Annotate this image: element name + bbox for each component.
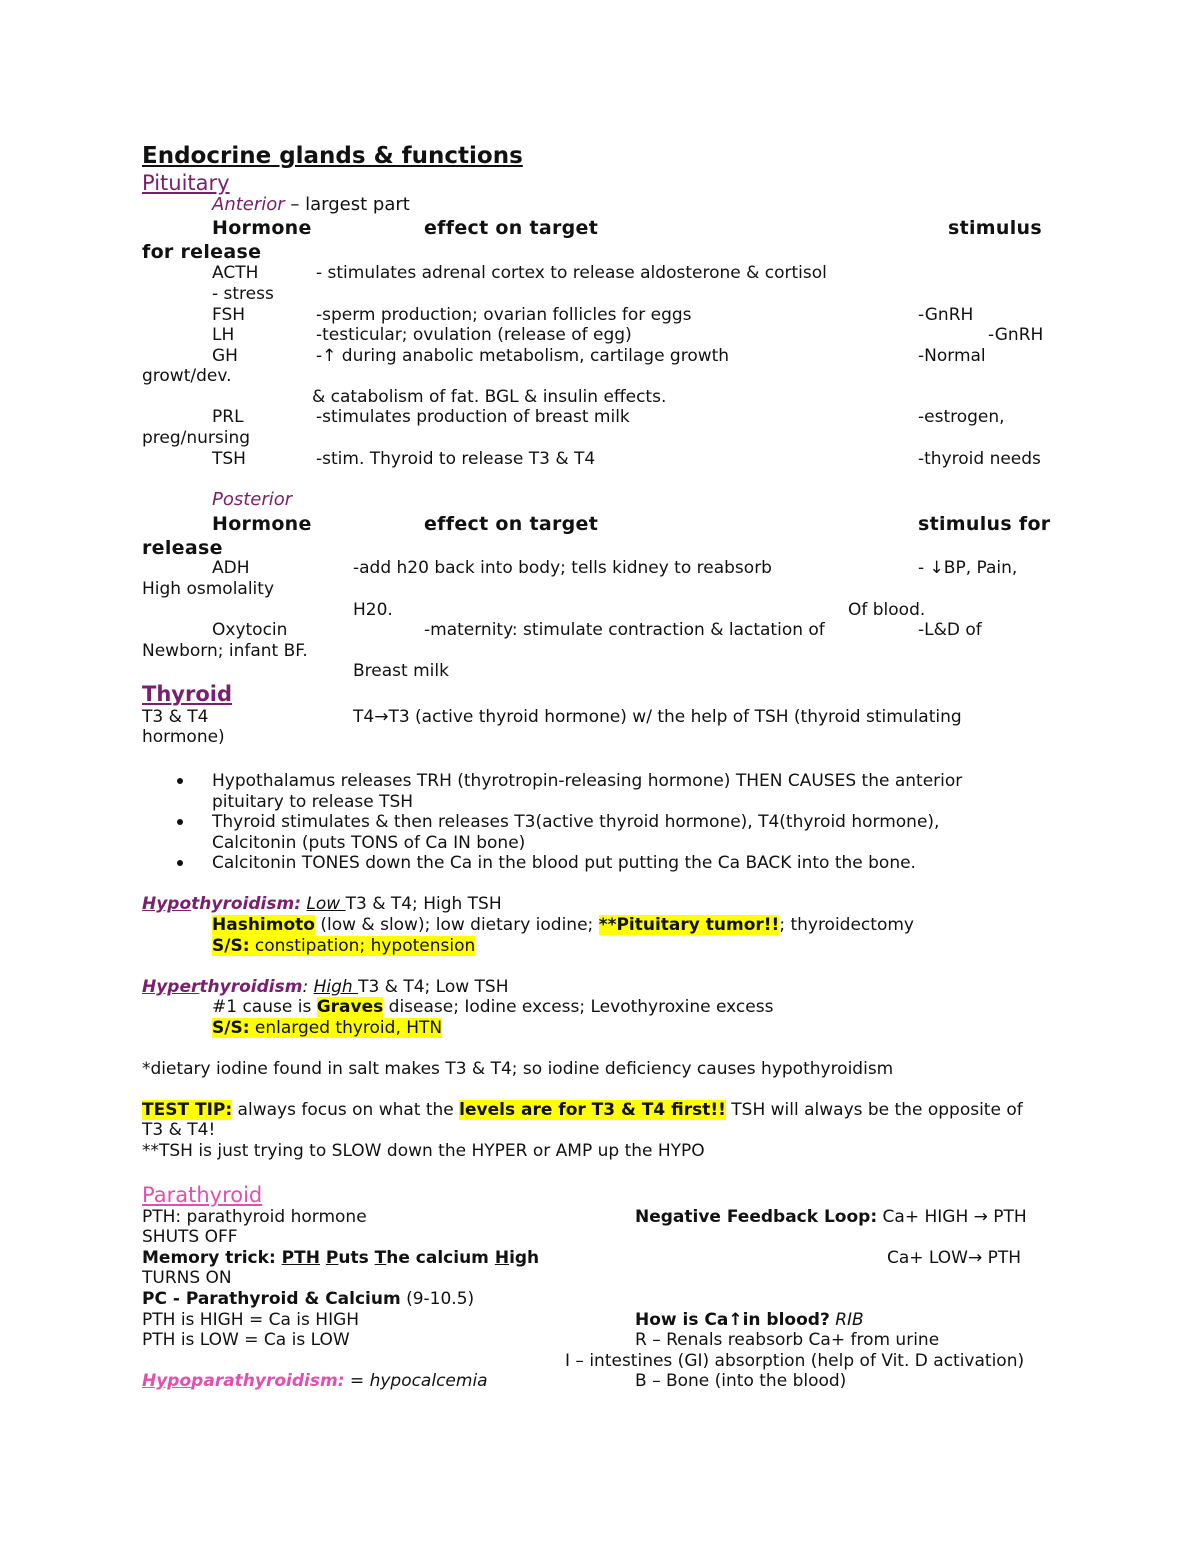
oxytocin-stimulus-cont: Newborn; infant BF. — [142, 641, 308, 661]
acth-effect: - stimulates adrenal cortex to release aldosterone & cortisol — [316, 263, 827, 283]
t3t4-description: T4→T3 (active thyroid hormone) w/ the help of TSH (thyroid stimulating — [353, 707, 962, 727]
hyper-rest: thyroidism — [199, 977, 303, 997]
pth-low: PTH is LOW = Ca is LOW — [142, 1330, 350, 1350]
memory-he: he calcium — [386, 1248, 495, 1268]
test-tip-label: TEST TIP: — [142, 1100, 233, 1120]
fsh-effect: -sperm production; ovarian follicles for eggs — [316, 305, 692, 325]
pth-definition: PTH: parathyroid hormone — [142, 1207, 367, 1227]
anterior-desc: – largest part — [284, 194, 410, 215]
memory-igh: igh — [509, 1248, 540, 1268]
pth-high: PTH is HIGH = Ca is HIGH — [142, 1310, 360, 1330]
memory-p: P — [325, 1248, 339, 1268]
hypo-cause-end: ; thyroidectomy — [779, 915, 914, 935]
hyperthyroidism-line — [142, 977, 509, 997]
pc-line — [142, 1289, 474, 1309]
bullet-icon — [177, 778, 183, 784]
negative-feedback-low: Ca+ LOW→ PTH — [887, 1248, 1022, 1268]
how-ca-up — [635, 1310, 864, 1330]
pituitary-heading: Pituitary — [142, 171, 230, 195]
how-label: How is Ca↑in blood? — [635, 1310, 830, 1330]
adh-name: ADH — [212, 558, 250, 578]
hypopara-rest: parathyroidism: — [191, 1371, 345, 1391]
bullet-3: Calcitonin TONES down the Ca in the blood put putting the Ca BACK into the bone. — [212, 853, 916, 873]
acth-stimulus: - stress — [212, 284, 274, 304]
rib-bone: B – Bone (into the blood) — [635, 1371, 847, 1391]
hypo-levels: T3 & T4; High TSH — [345, 894, 502, 914]
test-tip-line — [142, 1100, 1023, 1120]
test-tip-b: TSH will always be the opposite of — [725, 1100, 1023, 1120]
hypopara-prefix: Hypo — [142, 1371, 192, 1391]
lh-effect: -testicular; ovulation (release of egg) — [316, 325, 632, 345]
anterior-subheading — [212, 195, 410, 215]
hypo-prefix: Hypo — [142, 894, 192, 914]
rib-intestines: I – intestines (GI) absorption (help of Vit. D activation) — [565, 1351, 1025, 1371]
memory-uts: uts — [338, 1248, 375, 1268]
prl-name: PRL — [212, 407, 244, 427]
anterior-header-effect: effect on target — [424, 217, 599, 239]
hyper-ss-label: S/S: — [212, 1018, 250, 1038]
bullet-icon — [177, 819, 183, 825]
hyper-cause-a: #1 cause is — [212, 997, 317, 1017]
anterior-header-stimulus-cont: for release — [142, 241, 262, 263]
test-tip-cont: T3 & T4! — [142, 1120, 216, 1140]
prl-stimulus-cont: preg/nursing — [142, 428, 251, 448]
hypo-cause-mid: (low & slow); low dietary iodine; — [314, 915, 599, 935]
thyroid-heading: Thyroid — [142, 682, 232, 706]
iodine-note: *dietary iodine found in salt makes T3 & T4; so iodine deficiency causes hypothyroidism — [142, 1059, 894, 1079]
adh-stimulus-cont: High osmolality — [142, 579, 275, 599]
t3t4-description-cont: hormone) — [142, 727, 225, 747]
hypopara-eq: = — [344, 1371, 370, 1391]
tsh-stimulus: -thyroid needs — [918, 449, 1041, 469]
posterior-subheading: Posterior — [212, 489, 293, 510]
hypo-low: Low — [306, 894, 346, 914]
rib-renal: R – Renals reabsorb Ca+ from urine — [635, 1330, 940, 1350]
fsh-stimulus: -GnRH — [918, 305, 974, 325]
document-title: Endocrine glands & functions — [142, 143, 523, 169]
gh-name: GH — [212, 346, 238, 366]
adh-stimulus: - ↓BP, Pain, — [918, 558, 1018, 578]
bullet-2: Thyroid stimulates & then releases T3(active thyroid hormone), T4(thyroid hormone), — [212, 812, 940, 832]
oxytocin-effect: -maternity: stimulate contraction & lactation of — [424, 620, 825, 640]
lh-name: LH — [212, 325, 235, 345]
memory-label: Memory trick: — [142, 1248, 282, 1268]
hypo-causes — [212, 915, 914, 935]
t3t4-label: T3 & T4 — [142, 707, 209, 727]
nfl-high: Ca+ HIGH → PTH — [877, 1207, 1027, 1227]
oxytocin-name: Oxytocin — [212, 620, 288, 640]
hypo-cause-tumor: **Pituitary tumor!! — [598, 915, 780, 935]
tsh-effect: -stim. Thyroid to release T3 & T4 — [316, 449, 596, 469]
hyper-cause-end: disease; Iodine excess; Levothyroxine excess — [383, 997, 774, 1017]
hyper-signs — [212, 1018, 442, 1038]
oxytocin-effect-cont: Breast milk — [353, 661, 449, 681]
lh-stimulus: -GnRH — [988, 325, 1044, 345]
bullet-1-cont: pituitary to release TSH — [212, 792, 414, 812]
memory-t: T — [374, 1248, 387, 1268]
gh-stimulus-cont: growt/dev. — [142, 366, 232, 386]
gh-effect-cont: & catabolism of fat. BGL & insulin effects. — [312, 387, 667, 407]
hypo-ss-text: constipation; hypotension — [249, 936, 476, 956]
hyper-causes — [212, 997, 773, 1017]
memory-h: H — [494, 1248, 510, 1268]
posterior-header-stimulus-cont: release — [142, 537, 223, 559]
bullet-2-cont: Calcitonin (puts TONS of Ca IN bone) — [212, 833, 526, 853]
memory-pth: PTH — [281, 1248, 320, 1268]
posterior-header-effect: effect on target — [424, 513, 599, 535]
posterior-header-stimulus: stimulus for — [918, 513, 1051, 535]
adh-effect-cont: H20. — [353, 600, 393, 620]
turns-on: TURNS ON — [142, 1268, 232, 1288]
hypo-cause-hashimoto: Hashimoto — [212, 915, 315, 935]
hypothyroidism-line — [142, 894, 502, 914]
nfl-label: Negative Feedback Loop: — [635, 1207, 878, 1227]
tsh-note: **TSH is just trying to SLOW down the HYPER or AMP up the HYPO — [142, 1141, 705, 1161]
gh-effect: -↑ during anabolic metabolism, cartilage growth — [316, 346, 730, 366]
hypo-ss-label: S/S: — [212, 936, 250, 956]
tsh-name: TSH — [212, 449, 246, 469]
hyper-colon: : — [302, 977, 314, 997]
parathyroid-heading: Parathyroid — [142, 1183, 263, 1207]
adh-stimulus-cont2: Of blood. — [848, 600, 926, 620]
oxytocin-stimulus: -L&D of — [918, 620, 982, 640]
anterior-header-hormone: Hormone — [212, 217, 312, 239]
posterior-header-hormone: Hormone — [212, 513, 312, 535]
how-rib: RIB — [829, 1310, 864, 1330]
prl-effect: -stimulates production of breast milk — [316, 407, 630, 427]
memory-trick — [142, 1248, 539, 1268]
hypoparathyroidism-line — [142, 1371, 488, 1391]
bullet-1: Hypothalamus releases TRH (thyrotropin-releasing hormone) THEN CAUSES the anterior — [212, 771, 963, 791]
prl-stimulus: -estrogen, — [918, 407, 1005, 427]
bullet-icon — [177, 860, 183, 866]
hypo-rest: thyroidism: — [191, 894, 301, 914]
hyper-prefix: Hyper — [142, 977, 200, 997]
hyper-levels: T3 & T4; Low TSH — [358, 977, 509, 997]
hypopara-def: hypocalcemia — [369, 1371, 488, 1391]
hyper-cause-graves: Graves — [316, 997, 384, 1017]
hyper-ss-text: enlarged thyroid, HTN — [249, 1018, 443, 1038]
anterior-label: Anterior — [212, 194, 285, 215]
anterior-header-stimulus: stimulus — [948, 217, 1042, 239]
pc-bold: PC - Parathyroid & Calcium — [142, 1289, 401, 1309]
adh-effect: -add h20 back into body; tells kidney to reabsorb — [353, 558, 772, 578]
test-tip-a: always focus on what the — [232, 1100, 460, 1120]
gh-stimulus: -Normal — [918, 346, 986, 366]
test-tip-highlight: levels are for T3 & T4 first!! — [459, 1100, 726, 1120]
acth-name: ACTH — [212, 263, 259, 283]
negative-feedback-high — [635, 1207, 1027, 1227]
shuts-off: SHUTS OFF — [142, 1227, 238, 1247]
pc-range: (9-10.5) — [400, 1289, 475, 1309]
hypo-signs — [212, 936, 475, 956]
hyper-high: High — [313, 977, 359, 997]
fsh-name: FSH — [212, 305, 246, 325]
